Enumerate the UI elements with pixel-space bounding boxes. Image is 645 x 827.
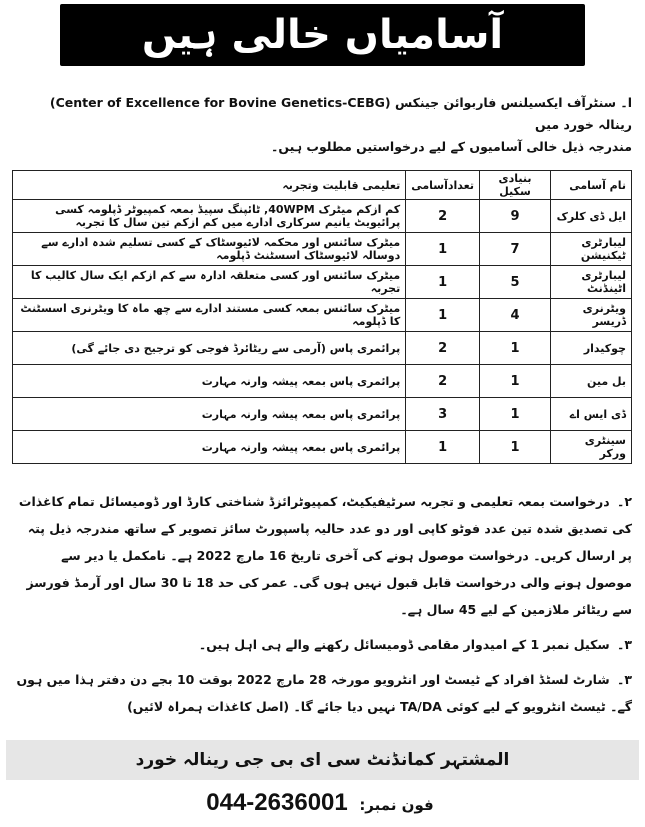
cell-count: 1 bbox=[406, 266, 480, 299]
cell-count: 2 bbox=[406, 332, 480, 365]
cell-scale: 1 bbox=[480, 431, 551, 464]
cell-post: ایل ڈی کلرک bbox=[551, 200, 632, 233]
cell-scale: 1 bbox=[480, 398, 551, 431]
cell-count: 2 bbox=[406, 365, 480, 398]
table-row bbox=[13, 200, 632, 233]
page-title: آسامیاں خالی ہیں bbox=[60, 4, 585, 66]
table-row bbox=[13, 398, 632, 431]
advertiser-bar: المشتہر کمانڈنٹ سی ای بی جی رینالہ خورد bbox=[6, 740, 639, 780]
cell-count: 3 bbox=[406, 398, 480, 431]
vacancy-table bbox=[12, 170, 632, 464]
note-paragraph bbox=[12, 631, 632, 658]
phone-label: فون نمبر: bbox=[359, 796, 434, 814]
header-post: نام آسامی bbox=[551, 171, 632, 200]
cell-post: ویٹرنری ڈریسر bbox=[551, 299, 632, 332]
cell-count: 1 bbox=[406, 233, 480, 266]
table-row bbox=[13, 299, 632, 332]
cell-count: 1 bbox=[406, 431, 480, 464]
cell-post: سینٹری ورکر bbox=[551, 431, 632, 464]
note-paragraph bbox=[12, 666, 632, 720]
cell-qualification: پرائمری پاس بمعہ پیشہ وارنہ مہارت bbox=[13, 431, 406, 464]
table-row bbox=[13, 431, 632, 464]
table-row bbox=[13, 233, 632, 266]
instructions bbox=[12, 488, 632, 728]
note-text: سکیل نمبر 1 کے امیدوار مقامی ڈومیسائل رکھنے والے ہی اہل ہیں۔ bbox=[198, 637, 610, 652]
note-text: شارٹ لسٹڈ افراد کے ٹیسٹ اور انٹرویو مورخہ 28 مارچ 2022 بوقت 10 بجے دن دفتر ہذا میں ہوں گے۔ ٹیسٹ انٹرویو کے لیے کوئی TA/DA نہیں دیا جائے گا۔ (اصل کاغذات ہمراہ لائیں) bbox=[16, 672, 632, 714]
cell-count: 1 bbox=[406, 299, 480, 332]
cell-post: لیبارٹری اٹینڈنٹ bbox=[551, 266, 632, 299]
table-row bbox=[13, 266, 632, 299]
note-number: ۳۔ bbox=[617, 672, 632, 687]
cell-scale: 5 bbox=[480, 266, 551, 299]
cell-count: 2 bbox=[406, 200, 480, 233]
table-row bbox=[13, 365, 632, 398]
header-scale: بنیادی سکیل bbox=[480, 171, 551, 200]
cell-scale: 4 bbox=[480, 299, 551, 332]
table-row bbox=[13, 332, 632, 365]
note-number: ۲۔ bbox=[617, 494, 632, 509]
phone-number: 044-2636001 bbox=[206, 789, 348, 816]
cell-scale: 9 bbox=[480, 200, 551, 233]
cell-qualification: پرائمری پاس بمعہ پیشہ وارنہ مہارت bbox=[13, 365, 406, 398]
cell-post: ڈی ایس اے bbox=[551, 398, 632, 431]
header-count: تعدادآسامی bbox=[406, 171, 480, 200]
cell-qualification: میٹرک سائنس اور کسی متعلقہ ادارہ سے کم ازکم ایک سال کالیب کا تجربہ bbox=[13, 266, 406, 299]
cell-qualification: کم ازکم میٹرک 40WPM, ٹائپنگ سپیڈ بمعہ کمپیوٹر ڈپلومہ کسی پرائیویٹ یانیم سرکاری ادارے میں کم ازکم تین سال کا تجربہ bbox=[13, 200, 406, 233]
note-number: ۳۔ bbox=[617, 637, 632, 652]
intro-prefix: سنٹرآف ایکسیلنس فاربوائن جینکس bbox=[394, 95, 617, 110]
cell-scale: 1 bbox=[480, 332, 551, 365]
phone-contact bbox=[170, 786, 470, 820]
intro-suffix: رینالہ خورد میں bbox=[535, 117, 632, 132]
cell-post: لیبارٹری ٹیکنیشن bbox=[551, 233, 632, 266]
header-qualification: تعلیمی قابلیت وتجربہ bbox=[13, 171, 406, 200]
intro-line2: مندرجہ ذیل خالی آسامیوں کے لیے درخواستیں مطلوب ہیں۔ bbox=[271, 139, 632, 154]
cell-scale: 1 bbox=[480, 365, 551, 398]
cell-post: چوکیدار bbox=[551, 332, 632, 365]
cell-qualification: پرائمری پاس بمعہ پیشہ وارنہ مہارت bbox=[13, 398, 406, 431]
cell-qualification: میٹرک سائنس بمعہ کسی مستند ادارے سے چھ ماہ کا ویٹرنری اسسٹنٹ کا ڈپلومہ bbox=[13, 299, 406, 332]
cell-qualification: پرائمری پاس (آرمی سے ریٹائرڈ فوجی کو ترجیح دی جائے گی) bbox=[13, 332, 406, 365]
cell-scale: 7 bbox=[480, 233, 551, 266]
cell-post: بل مین bbox=[551, 365, 632, 398]
note-paragraph bbox=[12, 488, 632, 623]
cell-qualification: میٹرک سائنس اور محکمہ لائیوسٹاک کے کسی تسلیم شدہ ادارے سے دوسالہ لائیوسٹاک اسسٹنٹ ڈپلومہ bbox=[13, 233, 406, 266]
table-header-row bbox=[13, 171, 632, 200]
note-text: درخواست بمعہ تعلیمی و تجربہ سرٹیفیکیٹ، کمپیوٹرائزڈ شناختی کارڈ اور ڈومیسائل تمام کاغذات کی تصدیق شدہ تین عدد فوٹو کاپی اور دو عدد حالیہ پاسپورٹ سائز تصویر کے ساتھ مندرجہ ذیل پتہ پر ارسال کریں۔ درخواست موصول ہونے کی آخری تاریخ 16 مارچ 2022 ہے۔ نامکمل یا دیر سے موصول ہونے والی درخواست قابل قبول نہیں ہوں گی۔ عمر کی حد 18 تا 30 سال اور آرمڈ فورسز سے ریٹائر ملازمین کے لیے 45 سال ہے۔ bbox=[18, 494, 632, 617]
intro-paragraph bbox=[12, 92, 632, 158]
intro-english-name: (Center of Excellence for Bovine Genetics-CEBG) bbox=[49, 95, 391, 110]
intro-number: ا۔ bbox=[620, 95, 632, 110]
